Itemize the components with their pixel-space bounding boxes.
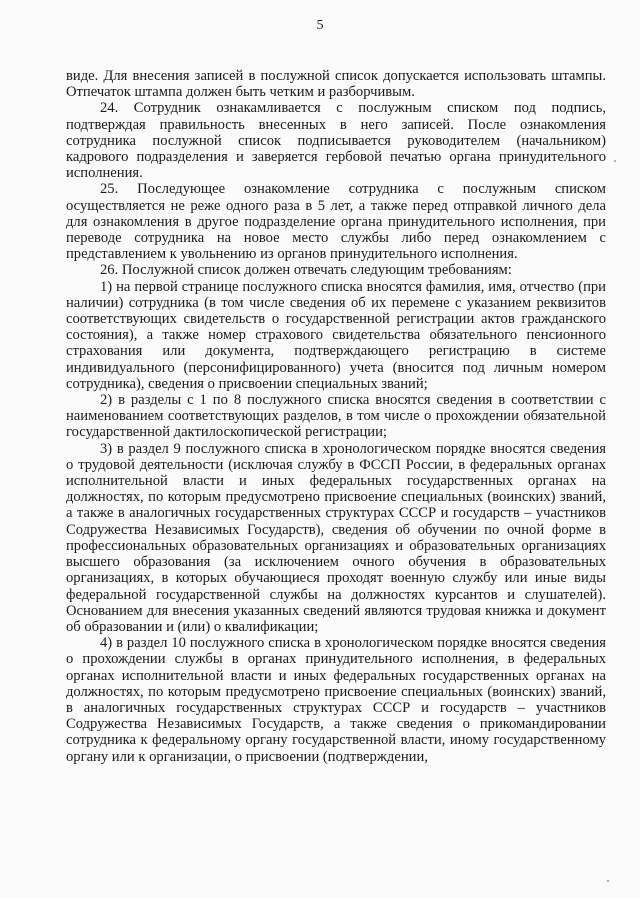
- paragraph-item-26: 26. Послужной список должен отвечать следующим требованиям:: [100, 262, 512, 279]
- scan-speck: [607, 880, 609, 882]
- list-item-2: 2) в разделы с 1 по 8 послужного списка вносятся сведения в соответствии с наименованием соответствующих разделов, в том числе о прохождении обязательной государственной дактилоскопической регистрации;: [66, 392, 606, 441]
- document-body: [66, 68, 606, 765]
- list-item-3: 3) в раздел 9 послужного списка в хронологическом порядке вносятся сведения о трудовой деятельности (исключая службу в ФССП России, в федеральных органах исполнительной власти и иных федеральных государственных органах на должностях, по которым предусмотрено присвоение специальных (воинских) званий, а также в аналогичных государственных структурах СССР и государств – участников Содружества Независимых Государств), сведения об обучении по очной форме в профессиональных образовательных организациях и образовательных организациях высшего образования (за исключением очного обучения в образовательных организациях, в которых обучающиеся проходят военную службу или иные виды федеральной государственной службы на должностях курсантов и слушателей). Основанием для внесения указанных сведений являются трудовая книжка и документ об образовании и (или) о квалификации;: [66, 440, 606, 635]
- scan-speck: [614, 160, 616, 162]
- paragraph-item-25: 25. Последующее ознакомление сотрудника с послужным списком осуществляется не реже одного раза в 5 лет, а также перед отправкой личного дела для ознакомления в другое подразделение органа принудительного исполнения, при переводе сотрудника на новое место службы либо перед ознакомлением с представлением к увольнению из органов принудительного исполнения.: [66, 181, 606, 263]
- paragraph-continuation: виде. Для внесения записей в послужной список допускается использовать штампы. Отпечаток штампа должен быть четким и разборчивым.: [66, 68, 606, 101]
- page-number: 5: [316, 18, 324, 33]
- list-item-1: 1) на первой странице послужного списка вносятся фамилия, имя, отчество (при наличии) сотрудника (в том числе сведения об их перемене с указанием реквизитов соответствующих свидетельств о государственной регистрации актов гражданского состояния), а также номер страхового свидетельства обязательного пенсионного страхования или документа, подтверждающего регистрацию в системе индивидуального (персонифицированного) учета (вносится под личным номером сотрудника), сведения о присвоении специальных званий;: [66, 278, 606, 392]
- list-item-4: 4) в раздел 10 послужного списка в хронологическом порядке вносятся сведения о прохождении службы в органах принудительного исполнения, в федеральных органах исполнительной власти и иных федеральных государственных органах на должностях, по которым предусмотрено присвоение специальных (воинских) званий, в аналогичных государственных структурах СССР и государств – участников Содружества Независимых Государств, а также сведения о прикомандировании сотрудника к федеральному органу государственной власти, иному государственному органу или к организации, о присвоении (подтверждении,: [66, 635, 606, 765]
- paragraph-item-24: 24. Сотрудник ознакамливается с послужным списком под подпись, подтверждая правильность внесенных в него записей. После ознакомления сотрудника послужной список подписывается руководителем (начальником) кадрового подразделения и заверяется гербовой печатью органа принудительного исполнения.: [66, 100, 606, 182]
